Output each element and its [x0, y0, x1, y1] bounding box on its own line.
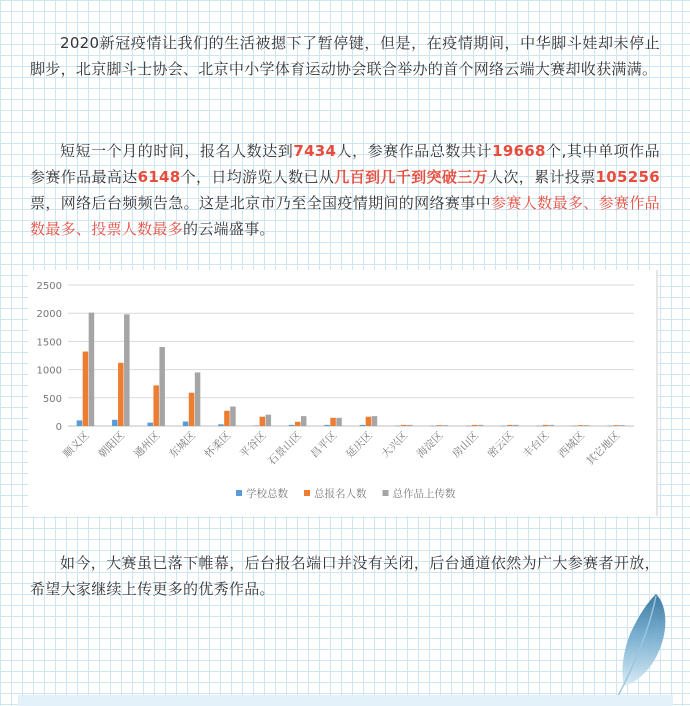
y-tick-label: 2000: [36, 309, 62, 321]
stats-text-7: 的云端盛事。: [183, 220, 275, 238]
bar: [501, 426, 507, 427]
signup-count: 7434: [293, 142, 337, 160]
bar: [147, 423, 153, 426]
vote-count: 105256: [595, 168, 660, 186]
bar: [112, 420, 118, 426]
bar: [466, 426, 472, 427]
district-bar-chart: [28, 270, 658, 516]
legend-swatch: [383, 490, 389, 496]
x-tick-label: 平谷区: [237, 429, 269, 461]
bar: [336, 418, 342, 426]
bar: [118, 363, 124, 426]
stats-text-6: 票，网络后台频频告急。这是北京市乃至全国疫情期间的网络赛事中: [30, 194, 492, 212]
legend-label: 总作品上传数: [392, 488, 456, 500]
x-tick-label: 大兴区: [379, 429, 411, 461]
legend-swatch: [236, 490, 242, 496]
x-tick-label: 密云区: [485, 429, 517, 461]
bar: [83, 352, 89, 426]
stats-text-3: 个,其中单项作品参赛作品最高达: [30, 142, 660, 186]
legend-label: 学校总数: [246, 488, 288, 500]
records-highlight: 参赛人数最多、参赛作品数最多、投票人数最多: [30, 194, 660, 238]
stats-text-4: 个，日均游览人数已从: [180, 168, 335, 186]
x-tick-label: 昌平区: [308, 429, 340, 461]
bar: [472, 425, 478, 426]
visitor-growth: 几百到几千到突破三万: [334, 168, 488, 186]
bar: [584, 425, 590, 426]
bar: [153, 385, 159, 426]
bar: [401, 425, 407, 426]
bar: [360, 425, 366, 426]
x-tick-label: 其它地区: [584, 429, 623, 468]
x-tick-label: 通州区: [131, 429, 163, 461]
stats-text-5: 人次，累计投票: [487, 168, 596, 186]
bar: [572, 426, 578, 427]
chart-canvas: [28, 270, 654, 516]
x-tick-label: 延庆区: [344, 429, 375, 461]
bar: [189, 393, 195, 426]
bar: [442, 425, 448, 426]
bar: [260, 417, 266, 426]
bar: [254, 425, 260, 426]
bar: [301, 416, 307, 426]
bar: [295, 422, 301, 426]
bar: [537, 426, 543, 427]
bar: [543, 425, 549, 426]
closing-paragraph: 如今，大赛虽已落下帷幕，后台报名端口并没有关闭，后台通道依然为广大参赛者开放，希望大家继续上传更多的优秀作品。: [30, 554, 660, 598]
bar: [507, 425, 513, 426]
intro-paragraph: 2020新冠疫情让我们的生活被摁下了暂停键，但是，在疫情期间，中华脚斗娃却未停止脚步，北京脚斗士协会、北京中小学体育运动协会联合举办的首个网络云端大赛却收获满满。: [30, 34, 660, 78]
bottom-band: [18, 695, 673, 706]
x-tick-label: 海淀区: [414, 429, 446, 461]
bar: [266, 415, 272, 426]
bar: [159, 347, 165, 426]
bar: [478, 425, 484, 426]
legend-label: 总报名人数: [314, 488, 367, 500]
bar: [195, 372, 201, 426]
bar: [578, 425, 584, 426]
bar: [289, 425, 295, 426]
bar: [395, 426, 401, 427]
bar: [607, 426, 613, 427]
bar: [407, 425, 413, 426]
x-tick-label: 丰台区: [520, 429, 552, 461]
x-tick-label: 朝阳区: [96, 429, 128, 461]
y-tick-label: 0: [55, 422, 62, 433]
bar: [513, 425, 519, 426]
y-tick-label: 1500: [36, 337, 62, 349]
bar: [218, 424, 224, 426]
y-tick-label: 2500: [36, 281, 62, 292]
bar: [436, 425, 442, 426]
x-tick-label: 西城区: [556, 429, 588, 461]
bar: [549, 425, 555, 426]
stats-paragraph: [30, 138, 660, 242]
bar: [124, 314, 130, 426]
y-tick-label: 1000: [36, 365, 62, 377]
bar: [324, 425, 330, 426]
bar: [366, 417, 372, 426]
x-tick-label: 石景山区: [265, 429, 305, 468]
bar: [330, 418, 336, 426]
bar: [224, 411, 230, 426]
bar: [430, 426, 436, 427]
bar: [372, 416, 378, 426]
single-event-max: 6148: [137, 168, 181, 186]
stats-text-1: 短短一个月的时间，报名人数达到: [60, 142, 294, 160]
bar: [619, 425, 625, 426]
bar: [77, 420, 83, 426]
x-tick-label: 顺义区: [61, 429, 92, 461]
legend-swatch: [304, 490, 310, 496]
y-tick-label: 500: [42, 393, 62, 405]
works-count: 19668: [492, 142, 546, 160]
x-tick-label: 东城区: [167, 429, 198, 461]
x-tick-label: 房山区: [450, 429, 481, 461]
bar: [89, 313, 95, 426]
bar: [613, 425, 619, 426]
bar: [230, 407, 236, 426]
bar: [183, 421, 189, 426]
x-tick-label: 怀柔区: [202, 429, 234, 461]
feather-icon: [612, 592, 672, 700]
stats-text-2: 人，参赛作品总数共计: [336, 142, 493, 160]
